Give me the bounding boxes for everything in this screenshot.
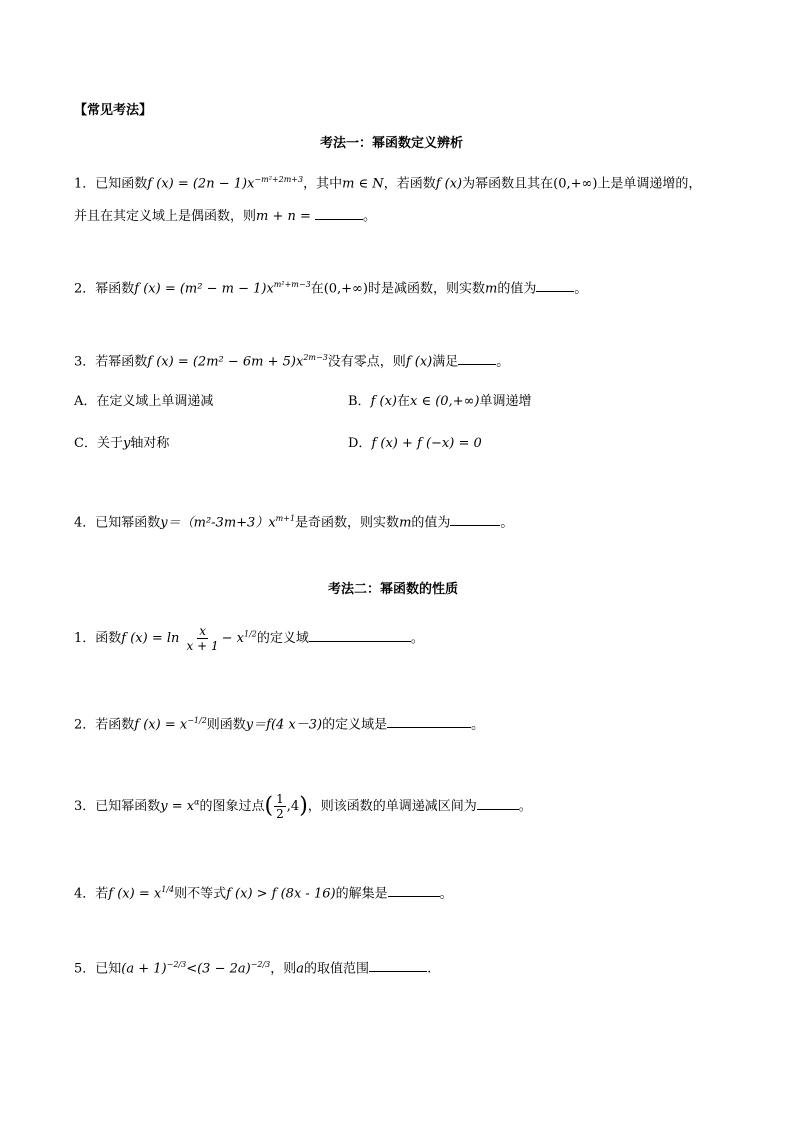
s2-question-5: 5．已知$(a + 1)^{-2/3}<(3 - 2a)^{-2/3}$，则a的取值范围 . [74,960,432,977]
s2-question-3: 3．已知幂函数$y = x^\alpha$的图象过点( $\frac{1}{2}$ ,4)，则该函数的单调递减区间为 。 [74,792,532,821]
section-header: 【常见考法】 [74,103,153,118]
answer-blank[interactable] [369,959,427,972]
s2-question-4: 4．若f $(x) = x^{1/4}$则不等式f (x) > f (8x - 16)的解集是 。 [74,885,453,902]
answer-blank[interactable] [450,513,500,526]
answer-blank[interactable] [315,207,363,220]
answer-blank[interactable] [477,797,519,810]
s1-question-1: 1．已知函数f $(x) = (2n - 1)x^{-m^2+2m+3}$，其中m ∈ N，若函数f (x)为幂函数且其在(0,+∞)上是单调递增的， [74,175,702,192]
section1-title: 考法一：幂函数定义辨析 [320,136,464,151]
section2-title: 考法二：幂函数的性质 [328,582,459,597]
answer-blank[interactable] [388,884,440,897]
option-d[interactable]: D．f (x) + f (−x) = 0 [348,436,482,451]
answer-blank[interactable] [536,279,574,292]
s1-question-1-line2: 并且在其定义域上是偶函数，则m + n = 。 [74,209,377,224]
option-b[interactable]: B．f (x)在x ∈ (0,+∞)单调递增 [348,394,532,409]
answer-blank[interactable] [387,715,471,728]
s1-question-2: 2．幂函数f $(x) = (m^2 - m - 1)x^{m^2+m-3}$在(0,+∞)时是减函数，则实数m的值为 。 [74,280,588,297]
option-c[interactable]: C．关于y轴对称 [74,436,170,451]
answer-blank[interactable] [458,352,496,365]
fraction: $\frac{x}{x + 1}$ [186,624,219,653]
option-a[interactable]: A．在定义域上单调递减 [74,394,214,409]
answer-blank[interactable] [309,629,411,642]
fraction: $\frac{1}{2}$ [276,792,284,821]
s1-question-4: 4．已知幂函数$y=(m^2-3m+3)x^{m+1}$是奇函数，则实数m的值为 。 [74,514,514,531]
s2-question-1: 1．函数f (x) = ln $\frac{x}{x + 1}$ − $x^{1/2}$的定义域 。 [74,624,424,653]
s1-question-3: 3．若幂函数f $(x) = (2m^2 - 6m + 5)x^{2m-3}$没有零点，则f (x)满足 。 [74,353,510,370]
s2-question-2: 2．若函数f $(x) = x^{-1/2}$则函数y＝f(4 x－3)的定义域是 。 [74,716,485,733]
